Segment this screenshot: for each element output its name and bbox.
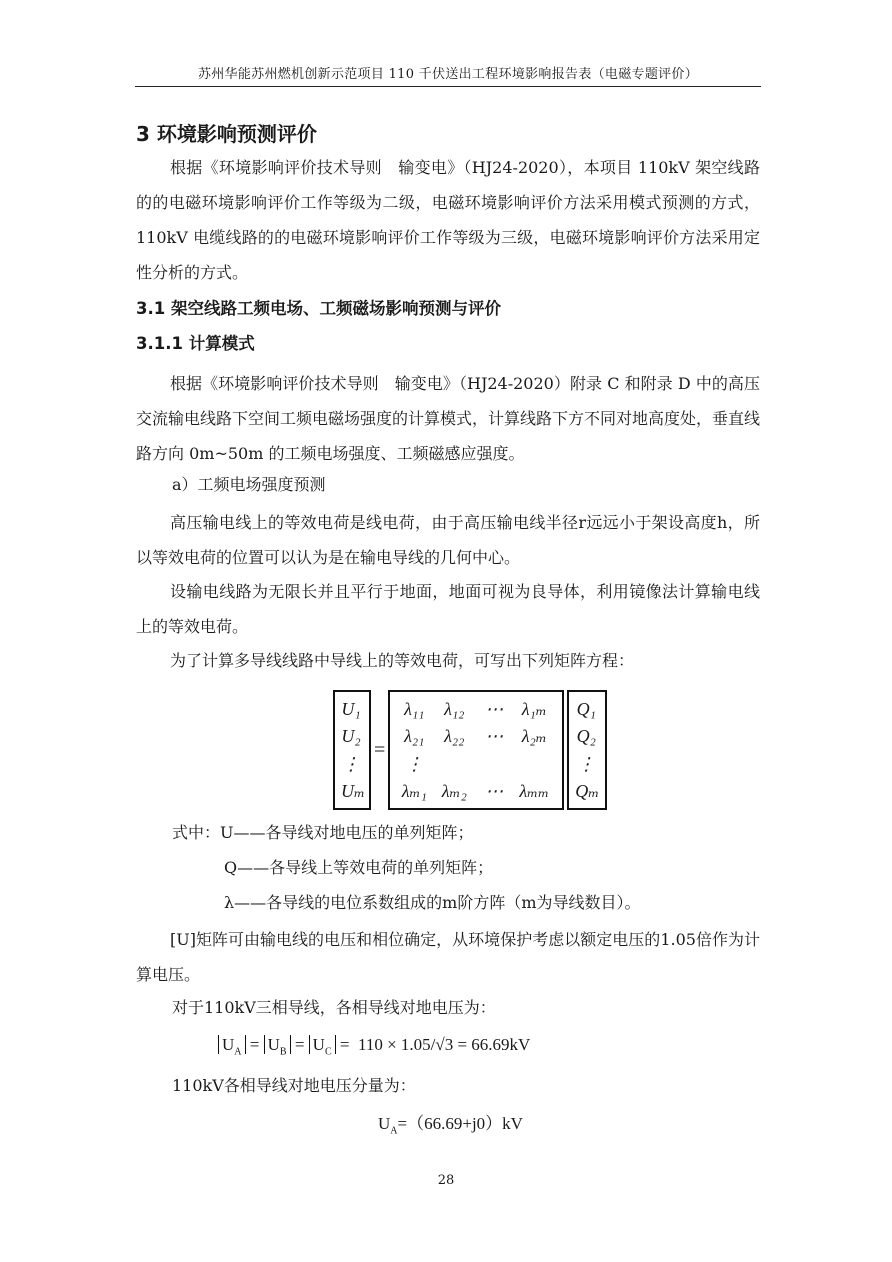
section-heading: 3 环境影响预测评价	[136, 122, 317, 146]
lambda-row: λₘ₁ λₘ₂ ⋯ λₘₘ	[401, 780, 550, 801]
matrix-equation	[333, 688, 607, 812]
subsubsection-heading: 3.1.1 计算模式	[136, 334, 255, 353]
lambda-matrix	[388, 690, 560, 810]
ub-term: $U_B$	[264, 1035, 291, 1054]
q-cell: Qₘ	[575, 780, 600, 801]
u-cell: U₂	[341, 726, 361, 747]
phase-voltage-formula: $U_A = U_B = U_C = 110 \times 1.05/√3 = 66.69kV$	[218, 1035, 530, 1057]
uc-term: $U_C$	[309, 1035, 336, 1054]
u-cell: U₁	[341, 699, 361, 719]
u-cell: Uₘ	[341, 780, 366, 801]
matrix-intro-paragraph: 为了计算多导线线路中导线上的等效电荷，可写出下列矩阵方程：	[170, 651, 635, 670]
lambda-row: λ₁₁ λ₁₂ ⋯ λ₁ₘ	[404, 699, 547, 719]
lambda-row: ⋮	[405, 753, 424, 774]
q-cell: Q₂	[576, 726, 596, 747]
lambda-row: λ₂₁ λ₂₂ ⋯ λ₂ₘ	[404, 726, 547, 747]
line-charge-paragraph: 高压输电线上的等效电荷是线电荷，由于高压输电线半径r远远小于架设高度h，所以等效电荷的位置可以认为是在输电导线的几何中心。	[136, 513, 760, 567]
def-lambda: λ——各导线的电位系数组成的m阶方阵（m为导线数目）。	[224, 893, 641, 912]
ua-term: $U_A$	[218, 1035, 246, 1054]
equals-sign: =	[374, 738, 386, 761]
q-cell: ⋮	[577, 753, 596, 774]
page-header: 苏州华能苏州燃机创新示范项目 110 千伏送出工程环境影响报告表（电磁专题评价）	[135, 63, 761, 87]
component-text: 110kV各相导线对地电压分量为：	[172, 1076, 416, 1095]
u-vector	[333, 690, 367, 810]
voltage-paragraph: [U]矩阵可由输电线的电压和相位确定，从环境保护考虑以额定电压的1.05倍作为计算电压。	[136, 930, 760, 984]
calc-mode-paragraph: 根据《环境影响评价技术导则 输变电》（HJ24-2020）附录 C 和附录 D 中的高压交流输电线路下空间工频电磁场强度的计算模式，计算线路下方不同对地高度处，垂直线路方向 0m~50m 的工频电场强度、工频磁感应强度。	[136, 374, 761, 463]
q-cell: Q₁	[576, 699, 596, 719]
page-number: 28	[437, 1173, 455, 1188]
image-method-paragraph: 设输电线路为无限长并且平行于地面，地面可视为良导体，利用镜像法计算输电线上的等效电荷。	[136, 582, 760, 636]
ua-component-formula: $U_A=(66.69+j0)kV$	[378, 1114, 523, 1137]
def-u: 式中：U——各导线对地电压的单列矩阵；	[172, 823, 474, 842]
q-vector	[567, 690, 603, 810]
three-phase-text: 对于110kV三相导线，各相导线对地电压为：	[172, 998, 496, 1017]
def-q: Q——各导线上等效电荷的单列矩阵；	[224, 858, 494, 877]
subsection-heading: 3.1 架空线路工频电场、工频磁场影响预测与评价	[136, 299, 501, 318]
u-cell: ⋮	[342, 753, 360, 774]
item-a-label: a）工频电场强度预测	[172, 475, 326, 494]
formula-expression: 110 × 1.05/√3 = 66.69kV	[357, 1035, 531, 1054]
intro-paragraph: 根据《环境影响评价技术导则 输变电》（HJ24-2020），本项目 110kV 架空线路的的电磁环境影响评价工作等级为二级，电磁环境影响评价方法采用模式预测的方式，110kV 电缆线路的的电磁环境影响评价工作等级为三级，电磁环境影响评价方法采用定性分析的方式。	[136, 158, 760, 282]
